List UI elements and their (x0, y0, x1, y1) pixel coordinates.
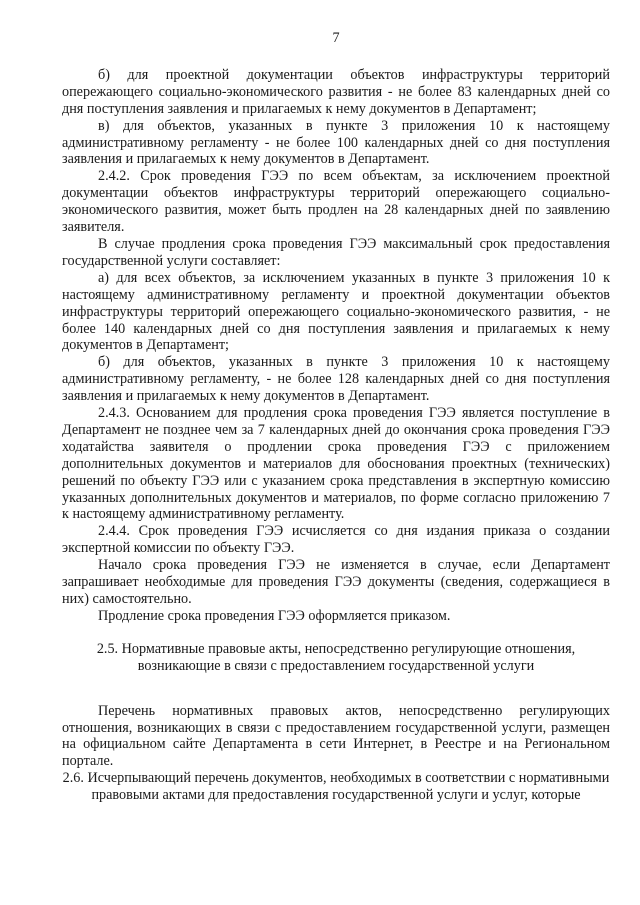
paragraph-2-4-3: 2.4.3. Основанием для продления срока проведения ГЭЭ является поступление в Департамент не позднее чем за 7 календарных дней до окончания срока проведения ГЭЭ ходатайства заявителя о продлении срока проведения ГЭЭ с приложением дополнительных документов и материалов для обоснования проектных (технических) решений по объекту ГЭЭ или с указанием срока представления в экспертную комиссию указанных дополнительных документов и материалов, по форме согласно приложению 7 к настоящему административному регламенту. (62, 405, 610, 523)
paragraph-2-4-4: 2.4.4. Срок проведения ГЭЭ исчисляется со дня издания приказа о создании экспертной комиссии по объекту ГЭЭ. (62, 523, 610, 557)
paragraph-extension-case: В случае продления срока проведения ГЭЭ максимальный срок предоставления государственной услуги составляет: (62, 235, 610, 269)
paragraph-item-v: в) для объектов, указанных в пункте 3 приложения 10 к настоящему административному регламенту - не более 100 календарных дней со дня поступления заявления и прилагаемых к нему документов в Департамент. (62, 117, 610, 168)
paragraph-extension-item-a: а) для всех объектов, за исключением указанных в пункте 3 приложения 10 к настоящему административному регламенту и проектной документации объектов инфраструктуры территорий опережающего социально-экономического развития, - не более 140 календарных дней со дня поступления заявления и прилагаемых к нему документов в Департамент; (62, 269, 610, 354)
paragraph-2-4-2: 2.4.2. Срок проведения ГЭЭ по всем объектам, за исключением проектной документации объектов инфраструктуры территорий опережающего социально-экономического развития, может быть продлен на 28 календарных дней по заявлению заявителя. (62, 168, 610, 236)
paragraph-start-date: Начало срока проведения ГЭЭ не изменяется в случае, если Департамент запрашивает необходимые для проведения ГЭЭ документы (сведения, содержащиеся в них) самостоятельно. (62, 557, 610, 607)
paragraph-extension-item-b: б) для объектов, указанных в пункте 3 приложения 10 к настоящему административному регламенту, - не более 128 календарных дней со дня поступления заявления и прилагаемых к нему документов в Департамент. (62, 354, 610, 405)
page-number: 7 (332, 30, 340, 46)
paragraph-extension-order: Продление срока проведения ГЭЭ оформляется приказом. (98, 607, 451, 624)
section-2-6-heading: 2.6. Исчерпывающий перечень документов, необходимых в соответствии с нормативными правовыми актами для предоставления государственной услуги и услуг, которые (62, 770, 610, 804)
paragraph-item-b: б) для проектной документации объектов инфраструктуры территорий опережающего социально-экономического развития - не более 83 календарных дней со дня поступления заявления и прилагаемых к нему документов в Департамент; (62, 66, 610, 117)
document-page (62, 30, 610, 804)
section-2-5-text: Перечень нормативных правовых актов, непосредственно регулирующих отношения, возникающих в связи с предоставлением государственной услуги, размещен на официальном сайте Департамента в сети Интернет, в Реестре и на Региональном портале. (62, 702, 610, 770)
section-2-5-heading: 2.5. Нормативные правовые акты, непосредственно регулирующие отношения, возникающие в связи с предоставлением государственной услуги (96, 640, 576, 674)
